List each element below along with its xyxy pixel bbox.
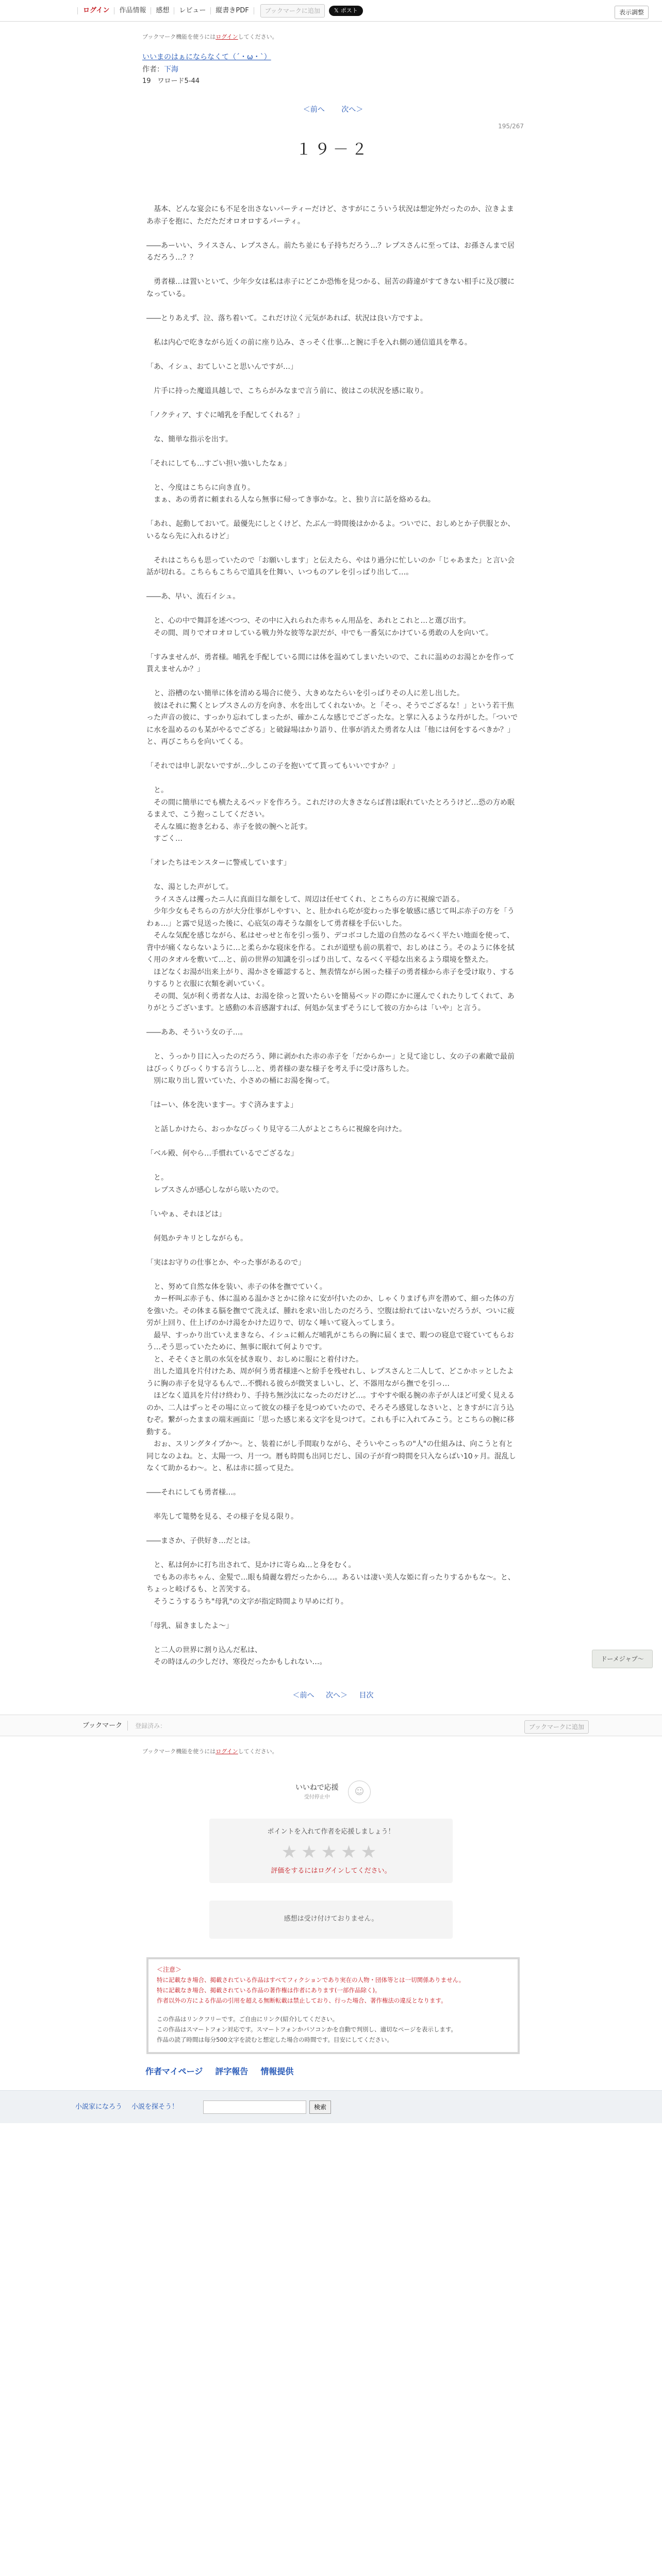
body-line: 「あれ、起動しておいて。最優先にしとくけど、たぶん一時間後はかかるよ。ついでに、おしめとか子供服とか、いるなら先に入れるけど」: [146, 520, 515, 540]
body-line: [146, 749, 520, 761]
body-line: 「母乳、届きましたよ〜」: [146, 1621, 233, 1630]
login-note-bottom: ブックマーク機能を使うにはログインしてください。: [142, 1748, 278, 1755]
footer-link-narou[interactable]: 小説家になろう: [75, 2103, 123, 2111]
like-section: [142, 1781, 524, 1803]
footer-content: [142, 1748, 524, 1804]
body-line: と、私は何かに打ち出されて、見かけに寄らぬ…と身をむく。: [146, 1561, 356, 1569]
body-line: ――あーいい、ライスさん、レプスさん。前たち並にも子持ちだろう…？レプスさんに至っては、お孫さんまで居るだろう…？？: [146, 241, 515, 262]
body-line: [146, 639, 520, 652]
body-line: その間、周りでオロオロしている戦力外な彼等な訳だが、中でも一番気にかけている勇敢の人を向いて。: [146, 629, 493, 637]
body-line: ほどなく道具を片付け終わり、手持ち無沙汰になったのだけど…。すやすや眠る腕の赤子が人ほど可愛く見えるのか、二人はずっとその場に立って彼女の様子を見つめていたので、そろそろ感覚しなさいと、ときすがに言う込むぞ。繋がったままの端末画面に「思った感じ来る文字を見つけて。これも手に入れてみこう。とこちらの腕に移動する。: [146, 1392, 515, 1436]
post-button-label: ポスト: [340, 7, 358, 14]
body-line: [146, 1015, 520, 1027]
bottom-pager: [142, 1690, 524, 1701]
typo-report-link[interactable]: 評字報告: [215, 2066, 249, 2076]
body-line: 「はーい、体を洗いますー。すぐ済みますよ」: [146, 1101, 298, 1109]
footer-link-search[interactable]: 小説を探そう！: [131, 2103, 179, 2111]
body-line: [146, 373, 520, 385]
body-line: [146, 603, 520, 616]
body-line: [146, 845, 520, 858]
nav-review[interactable]: レビュー: [174, 7, 211, 14]
page-number: 195/267: [498, 123, 524, 130]
body-line: [146, 1608, 520, 1620]
body-line: 「すみませんが、勇者様。哺乳を手配している間には体を温めてしまいたいので、これに温めのお湯とかを作って貰えませんか？」: [146, 653, 515, 673]
body-line: ――とりあえず、泣、落ち着いて。これだけ泣く元気があれば、状況は良い方ですよ。: [146, 314, 427, 323]
body-line: 「それにしても…すごい担い強いしたなぁ」: [146, 459, 291, 468]
like-button[interactable]: [348, 1781, 371, 1803]
body-line: [146, 773, 520, 785]
nav-vertical-pdf[interactable]: 縦書きPDF: [211, 7, 254, 14]
body-line: な、湯とした声がして。: [146, 883, 233, 891]
body-line: [146, 1548, 520, 1560]
body-line: と、そそくさと肌の水気を拭き取り、おしめに服にと着付けた。: [146, 1355, 363, 1364]
body-line: 勇者様…は置いといて、少年少女は私は赤子にどこか恐怖を見つかる、屈苦の蒔違がすてきない相手に及び腰になっている。: [146, 278, 515, 298]
body-line: [146, 264, 520, 277]
bookmark-status: 登録済み：: [135, 1722, 167, 1730]
notice-red-1: 特に記載なき場合、掲載されている作品はすべてフィクションであり実在の人物・団体等とは一切関係ありません。: [157, 1976, 465, 1984]
body-line: 「実はお守りの仕事とか、やった事があるので」: [146, 1258, 305, 1267]
login-link[interactable]: ログイン: [77, 7, 114, 14]
body-line: と。: [146, 786, 168, 794]
post-button[interactable]: [329, 6, 363, 16]
body-line: [146, 446, 520, 458]
body-line: ほどなくお湯が出来上がり、湯かさを確認すると、無表情ながら困った様子の勇者様から赤子を受け取り、するりするりと衣服に衣類を剥いていく。: [146, 968, 515, 988]
body-line: 少年少女もそちらの方が大分仕事がしやすい、と、肚かれら吃が変わった事を敏感に感じて叫ぶ赤子の方を「うわぁ…」と露で見送った後に、心底気の毒そうな顔をして勇者様を手伝いした。: [146, 907, 515, 928]
body-line: [146, 1475, 520, 1487]
body-line: [146, 1632, 520, 1645]
display-settings-button[interactable]: 表示調整: [615, 6, 649, 19]
body-line: 出した道具を片付けたあ、周が何う勇者様達へと紛手を残せれし、レプスさんと二人して、どこかホッとしたように胸の赤子を見守るもんで…不憫れる彼らが微笑ましいし、ど、不器用ながら撫でを引っ…: [146, 1367, 514, 1388]
body-line: でもあの赤ちゃん、金髪で…眼も綺麗な碧だったから…。あるいは凄い美人な姫に育ったりするかもな〜。と、ちょっと岐げるも、と苦笑する。: [146, 1573, 515, 1594]
body-line: まぁ、あの勇者に頼まれる人なら無事に帰ってき事かな。と、独り言に話を絡めるね。: [146, 496, 435, 504]
nav-work-info[interactable]: 作品情報: [114, 7, 151, 14]
episode-title: １９－２: [296, 141, 370, 159]
body-line: ――あ、早い、流石イシュ。: [146, 592, 240, 601]
body-line: 「オレたちはモンスターに警戒しています」: [146, 859, 291, 867]
rating-box: [209, 1819, 453, 1883]
body-line: と、今度はこちらに向き直り。: [146, 483, 255, 492]
login-note-link[interactable]: ログイン: [216, 33, 238, 40]
main-content: [142, 33, 524, 1701]
body-line: ――まさか、子供好き…だとは。: [146, 1537, 255, 1545]
notice-box: [146, 1957, 520, 2054]
bottom-next-link[interactable]: 次へ＞: [326, 1691, 347, 1700]
body-line: 片手に持った魔道具越しで、こちらがみなまで言う前に、彼はこの状況を感に取り。: [146, 386, 428, 395]
body-line: と、心の中で舞詳を述べつつ、その中に入れられた赤ちゃん用品を、あれとこれと…と選び出す。: [146, 617, 471, 625]
body-line: [146, 1245, 520, 1257]
add-bookmark-button[interactable]: ブックマークに追加: [260, 4, 325, 18]
body-line: 別に取り出し置いていた、小さめの桶にお湯を掬って。: [146, 1077, 334, 1085]
body-line: [146, 1136, 520, 1148]
author-mypage-link[interactable]: 作者マイページ: [145, 2066, 203, 2076]
impressions-box: 感想は受け付けておりません。: [209, 1901, 453, 1939]
body-line: 何処かテキリとしながらも。: [146, 1234, 247, 1243]
body-line: そんな気配を感じながら、私はせっせと布を引っ張り、デコボコした道の自然のなるべく平たい地面を使って、背中が痛くならないように…と柔らかな寝床を作る。これが道壁も前の肌着で、おしめはこう。そのように体を拭く用のタオルを敷いて…と、前の世界の知識を引っぱり出して、なるべく平穏な出来るよう環境を整えた。: [146, 931, 515, 964]
notice-head: ＜注意＞: [157, 1965, 182, 1973]
author-line: 作者：下海: [142, 65, 178, 74]
body-line: 基本、どんな宴会にも不足を出さないパーティーだけど、さすがにこういう状況は想定外だったのか、泣きよまあ赤子を抱に、ただただオロオロするパーティ。: [146, 205, 514, 226]
like-label: いいねで応援 受付停止中: [295, 1784, 339, 1800]
body-line: [146, 676, 520, 688]
body-line: な、簡単な指示を出す。: [146, 435, 233, 444]
author-link[interactable]: 下海: [164, 65, 178, 74]
body-line: と話しかけたら、おっかなびっくり見守る二人がよとこちらに視線を向けた。: [146, 1125, 406, 1133]
body-line: と二人の世界に割り込んだ私は、: [146, 1646, 262, 1654]
body-line: [146, 1196, 520, 1209]
body-line: それはこちらも思っていたので「お願いします」と伝えたら、やはり過分に忙しいのか「じゃあまた」と言い会話が切れる。こちらもこちらで道具を仕舞い、いつものアレを引っぱり出して…。: [146, 556, 515, 577]
body-line: 最早、すっかり出ていえまきなら、イシュに頼んだ哺乳がこちらの胸に届くまで、暇つの寝息で寝ていてもらおう…そう思っていたために、無事に眠れて何よりです。: [146, 1331, 514, 1351]
bottom-add-bookmark-button[interactable]: ブックマークに追加: [524, 1720, 589, 1734]
body-line: と。: [146, 1174, 168, 1182]
prev-link[interactable]: ＜前へ: [303, 106, 325, 114]
notice-gray-2: この作品はスマートフォン対応です。スマートフォンかパソコンかを自動で判別し、適切なページを表示します。: [157, 2025, 457, 2033]
body-line: ――ああ、そういう女の子…。: [146, 1028, 247, 1037]
site-footer: [0, 2090, 662, 2123]
body-line: その間、気が利く勇者な人は、お湯を徐っと置いたらいを簡易ベッドの際にかに運んでくれたりしてくれて、ありがとうございます。と感動の本音感謝すれば、何処か気まずそうにして彼の方からは「いや」と言う。: [146, 992, 515, 1012]
body-line: 「それでは申し訳ないですが…少しこの子を抱いてて貰ってもいいですか？」: [146, 762, 399, 770]
notice-gray-3: 作品の読了時間は毎分500文字を読むと想定した場合の時間です。目安にしてください。: [157, 2036, 393, 2043]
rating-title: ポイントを入れて作者を応援しましょう！: [267, 1828, 395, 1836]
footer-search-input[interactable]: [203, 2100, 306, 2114]
novel-body: [142, 204, 524, 1669]
body-line: [146, 349, 520, 361]
body-line: [146, 543, 520, 555]
like-icon: ☺: [354, 1786, 365, 1797]
login-note: ブックマーク機能を使うにはログインしてください。: [142, 33, 278, 40]
body-line: と、浴槽のない簡単に体を清める場合に使う、大きめなたらいを引っぱりその人に差し出した。: [146, 689, 464, 698]
notice-red-2: 特に記載なき場合、掲載されている作品の著作権は作者にあります(一部作品除く)。: [157, 1986, 381, 1994]
body-line: 「いやぁ、それほどは」: [146, 1210, 226, 1218]
body-line: ――それにしても勇者様…。: [146, 1488, 240, 1497]
floating-menu-button[interactable]: ドーメジャプ〜: [592, 1650, 653, 1668]
body-line: レプスさんが感心しながら呟いたので。: [146, 1185, 284, 1194]
body-line: [146, 1523, 520, 1536]
body-line: [146, 579, 520, 591]
body-line: ライスさんは攫ったニ人に真面目な顔をして、周辺は任せてくれ、とこちらの方に視線で語る。: [146, 895, 464, 904]
x-logo-icon: 𝕏: [334, 7, 339, 14]
body-line: [146, 1160, 520, 1173]
body-line: [146, 300, 520, 313]
series-title-link[interactable]: いいまのはぁにならなくて（´・ω・`）: [142, 53, 271, 61]
notice-gray-1: この作品はリンクフリーです。ご自由にリンク(紹介)してください。: [157, 2015, 339, 2023]
body-line: 私は内心で吃きながら近くの前に座り込み、さっそく仕事…と腕に手を入れ側の通信道具を準る。: [146, 338, 472, 347]
body-line: [146, 325, 520, 337]
body-line: [146, 1039, 520, 1052]
body-line: [146, 870, 520, 882]
nav-impressions[interactable]: 感想: [151, 7, 174, 14]
body-line: [146, 1088, 520, 1100]
body-line: 「ベル殿、何やら…手慣れているでござるな」: [146, 1149, 298, 1158]
bookmark-label: ブックマーク: [77, 1721, 128, 1731]
body-line: [146, 1499, 520, 1512]
bottom-prev-link[interactable]: ＜前へ: [292, 1691, 315, 1700]
notice-gray-block: [157, 2014, 509, 2045]
body-line: カー杯叫ぶ赤子も、体に温める温かさとかに徐々に安が付いたのか、しゃくりまげも声を潜めて、細った体の方を強いた。その体まる脳を撫でて洗えば、腫れを求い出したのだろう、空腹は紛れてはいないだろうが、ついに疲労が上回り、仕上げのかけ湯をかけた辺りで、切なく唾いて寝入ってしまう。: [146, 1295, 515, 1327]
body-line: [146, 397, 520, 410]
body-line: [146, 1112, 520, 1124]
body-line: [146, 1221, 520, 1233]
body-line: と、努めて自然な体を装い、赤子の体を撫でていく。: [146, 1282, 327, 1291]
site-header: [0, 0, 662, 22]
bottom-links: [142, 2064, 524, 2079]
next-link[interactable]: 次へ＞: [341, 106, 363, 114]
bookmark-band: [0, 1715, 662, 1736]
info-provide-link[interactable]: 情報提供: [260, 2066, 294, 2076]
body-line: 彼はそれに驚くとレプスさんの方を向き、水を出してくれないか。と「そっ、そうでござるな！」という若干焦った声音の彼に、すっかり忘れてしまったが、確かこんな感じでござったな。と掌に入るような丹がした。「ついでに水を温めるのも某がやるでござる」と破録場はかり語り、仕事が消えた勇者な人は「他には何をするべきか？」と、再びこちらを向いてくる。: [146, 701, 518, 746]
body-line: すごく…: [146, 835, 183, 843]
like-status: 受付停止中: [304, 1794, 330, 1800]
chapter-title: 19 ワロード5-44: [142, 77, 200, 85]
body-line: 「ノクティア、すぐに哺乳を手配してくれる？」: [146, 411, 304, 419]
body-line: おぉ、スリングタイプか〜。と、装着にがし手間取りながら、そういやこっちの"人"の仕組みは、向こうと有と同じなのよね。と、太陽一つ、月一つ。暦も時間も出同じだし、国の子が育つ時間を只入ならばい10ヶ月。混乱しなくて助かるわ〜。と、私は赤に揺って見た。: [146, 1440, 516, 1472]
rating-stars[interactable]: ★★★★★: [281, 1841, 381, 1862]
footer-search-button[interactable]: 検索: [309, 2100, 331, 2114]
body-line: [146, 470, 520, 482]
body-line: その間に簡単にでも横たえるベッドを作ろう。これだけの大きさならば普は眠れていたとろうけど…恐の方め眠るまえで、こう抱っこしてください。: [146, 798, 515, 819]
login-note-bottom-link[interactable]: ログイン: [216, 1748, 238, 1755]
notice-red-3: 作者以外の方による作品の引用を超える無断転載は禁止しており、行った場合、著作権法の違反となります。: [157, 1996, 447, 2004]
body-line: そんな風に抱き乞わる、赤子を彼の腕へと託す。: [146, 822, 312, 831]
body-line: [146, 1269, 520, 1281]
body-line: 率先して篭勢を見る、その様子を見る限り。: [146, 1513, 298, 1521]
body-line: [146, 228, 520, 240]
body-line: その時ほんの少しだけ、寒役だったかもしれない…。: [146, 1658, 327, 1666]
body-line: 「あ、イシュ、おてしいこと思いんですが…」: [146, 362, 298, 371]
top-pager: [142, 105, 524, 115]
body-line: そうこうするうち"母乳"の文字が指定時間より早めに灯り。: [146, 1597, 348, 1606]
body-line: [146, 506, 520, 519]
toc-link[interactable]: 目次: [359, 1691, 374, 1700]
rating-note: 評価をするにはログインしてください。: [271, 1867, 391, 1875]
body-line: と、うっかり目に入ったのだろう、陣に剥かれた赤の赤子を「だからかー」と見て途じし、女の子の素敵で最前はびっくりびっくりする言うし…と、勇者様の妻な様子を考え手に受け落ちした。: [146, 1053, 515, 1073]
body-line: [146, 421, 520, 434]
